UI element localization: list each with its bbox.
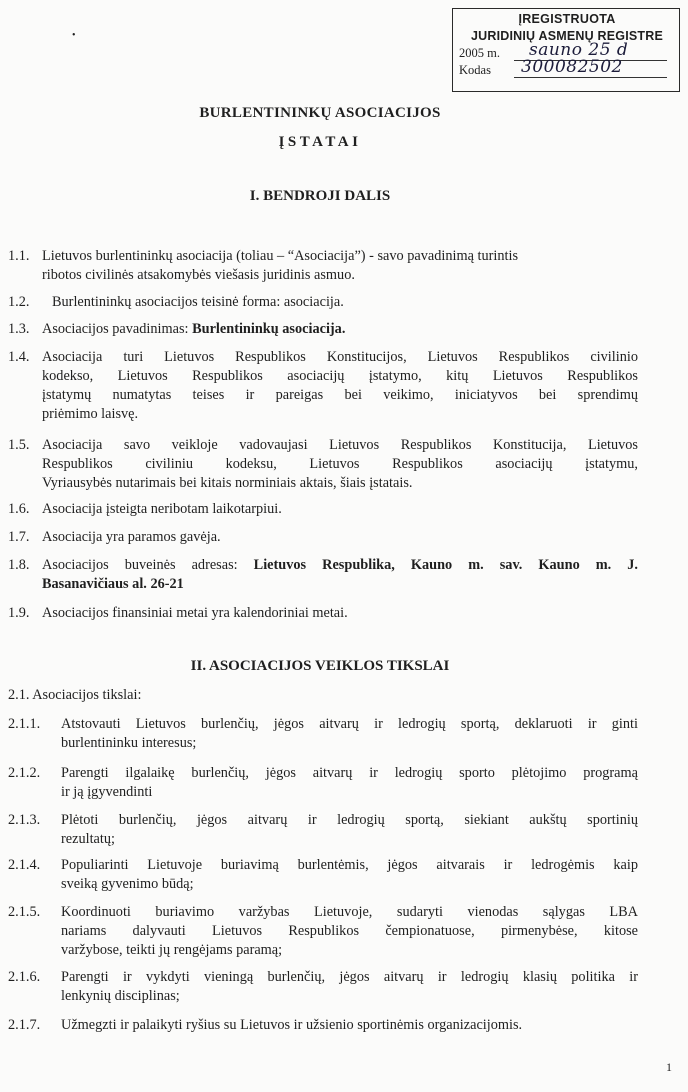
clause-number: 1.5. — [8, 437, 30, 453]
clause-line: ir ją įgyvendinti — [61, 784, 153, 800]
clause-line: Asociacija yra paramos gavėja. — [42, 529, 221, 545]
stamp-year-label: 2005 m. — [459, 46, 500, 60]
clause-number: 1.6. — [8, 501, 30, 517]
clause-line: sveiką gyvenimo būdą; — [61, 876, 194, 892]
clause-line: Parengti ir vykdyti vieningą burlenčių, jėgos aitvarų ir ledrogių klasių politika ir — [61, 969, 638, 985]
clause-line: Vyriausybės nutarimais bei kitais norminiais aktais, šiais įstatais. — [42, 475, 413, 491]
clause-number: 2.1.2. — [8, 765, 41, 781]
clause-line: varžybose, teikti jų rengėjams paramą; — [61, 942, 283, 958]
address-line-1: Lietuvos Respublika, Kauno m. sav. Kauno m. J. — [253, 557, 638, 573]
clause-number: 1.7. — [8, 529, 30, 545]
clause-line: Parengti ilgalaikę burlenčių, jėgos aitvarų ir ledrogių sporto plėtojimo programą — [61, 765, 638, 781]
stamp-code-row — [459, 57, 675, 79]
clause-line: Asociacija turi Lietuvos Respublikos Konstitucijos, Lietuvos Respublikos civilinio — [42, 349, 638, 365]
clause-number: 2.1.4. — [8, 857, 41, 873]
clause-number: 2.1.6. — [8, 969, 41, 985]
clause-number: 1.1. — [8, 248, 30, 264]
scan-speck: • — [72, 30, 76, 41]
clause-line: Burlentininkų asociacijos teisinė forma: asociacija. — [52, 294, 344, 310]
clause-number: 1.3. — [8, 321, 30, 337]
page-number: 1 — [666, 1060, 672, 1074]
clause-line: įstatymų numatytas teises ir pareigas bei veikimo, iniciatyvos bei sprendimų — [42, 387, 638, 403]
clause-line: lenkynių disciplinas; — [61, 988, 180, 1004]
clause-line: Asociacija savo veikloje vadovaujasi Lietuvos Respublikos Konstitucija, Lietuvos — [42, 437, 638, 453]
clause-line: Atstovauti Lietuvos burlenčių, jėgos aitvarų ir ledrogių sportą, deklaruoti ir ginti — [61, 716, 638, 732]
clause-line: 2.1. Asociacijos tikslai: — [8, 687, 142, 703]
clause-number: 2.1.5. — [8, 904, 41, 920]
clause-text: Asociacijos buveinės adresas: — [42, 557, 254, 573]
clause-number: 2.1.3. — [8, 812, 41, 828]
clause-number: 1.4. — [8, 349, 30, 365]
section-2-heading: II. ASOCIACIJOS VEIKLOS TIKSLAI — [190, 658, 450, 674]
clause-number: 1.2. — [8, 294, 30, 310]
registration-stamp — [452, 8, 680, 92]
address-line-2: Basanavičiaus al. 26-21 — [42, 576, 184, 592]
clause-line: nariams dalyvauti Lietuvos Respublikos čempionatuose, pirmenybėse, kitose — [61, 923, 638, 939]
clause-line: Populiarinti Lietuvoje buriavimą burlentėmis, jėgos aitvarais ir ledrogėmis kaip — [61, 857, 638, 873]
clause-line: Asociacijos finansiniai metai yra kalendoriniai metai. — [42, 605, 348, 621]
association-name: Burlentininkų asociacija. — [192, 321, 346, 337]
stamp-code-handwriting: 300082502 — [521, 57, 623, 77]
clause-line: kodekso, Lietuvos Respublikos asociacijų įstatymo, kitų Lietuvos Respublikos — [42, 368, 638, 384]
clause-line: burlentininku interesus; — [61, 735, 197, 751]
clause-line: rezultatų; — [61, 831, 115, 847]
clause-line: Užmegzti ir palaikyti ryšius su Lietuvos ir užsienio sportinėmis organizacijomis. — [61, 1017, 523, 1033]
stamp-date-handwriting: sauno 25 d — [529, 40, 629, 60]
clause-number: 1.8. — [8, 557, 30, 573]
clause-line: ribotos civilinės atsakomybės viešasis juridinis asmuo. — [42, 267, 355, 283]
clause-line: Respublikos civiliniu kodeksu, Lietuvos Respublikos asociacijų įstatymu, — [42, 456, 638, 472]
stamp-code-line — [514, 77, 667, 78]
clause-text: Asociacijos pavadinimas: — [42, 321, 193, 337]
clause-line: Plėtoti burlenčių, jėgos aitvarų ir ledrogių sportą, siekiant aukštų sportinių — [61, 812, 638, 828]
clause-line: priėmimo laisvę. — [42, 406, 139, 422]
clause-number: 2.1.1. — [8, 716, 41, 732]
clause-2-1-intro — [8, 686, 638, 705]
stamp-line-1: ĮREGISTRUOTA — [518, 12, 616, 26]
clause-line: Asociacija įsteigta neribotam laikotarpiui. — [42, 501, 282, 517]
section-1-heading: I. BENDROJI DALIS — [249, 188, 391, 204]
stamp-code-label: Kodas — [459, 63, 491, 77]
stamp-line-2: JURIDINIŲ ASMENŲ REGISTRE — [470, 29, 664, 43]
document-title: BURLENTININKŲ ASOCIACIJOS — [199, 105, 441, 121]
clause-number: 1.9. — [8, 605, 30, 621]
clause-number: 2.1.7. — [8, 1017, 41, 1033]
document-subtitle: ĮSTATAI — [278, 134, 362, 150]
clause-line: Lietuvos burlentininkų asociacija (toliau – “Asociacija”) - savo pavadinimą turintis — [42, 248, 519, 264]
clause-line: Koordinuoti buriavimo varžybas Lietuvoje, sudaryti vienodas sąlygas LBA — [61, 904, 638, 920]
